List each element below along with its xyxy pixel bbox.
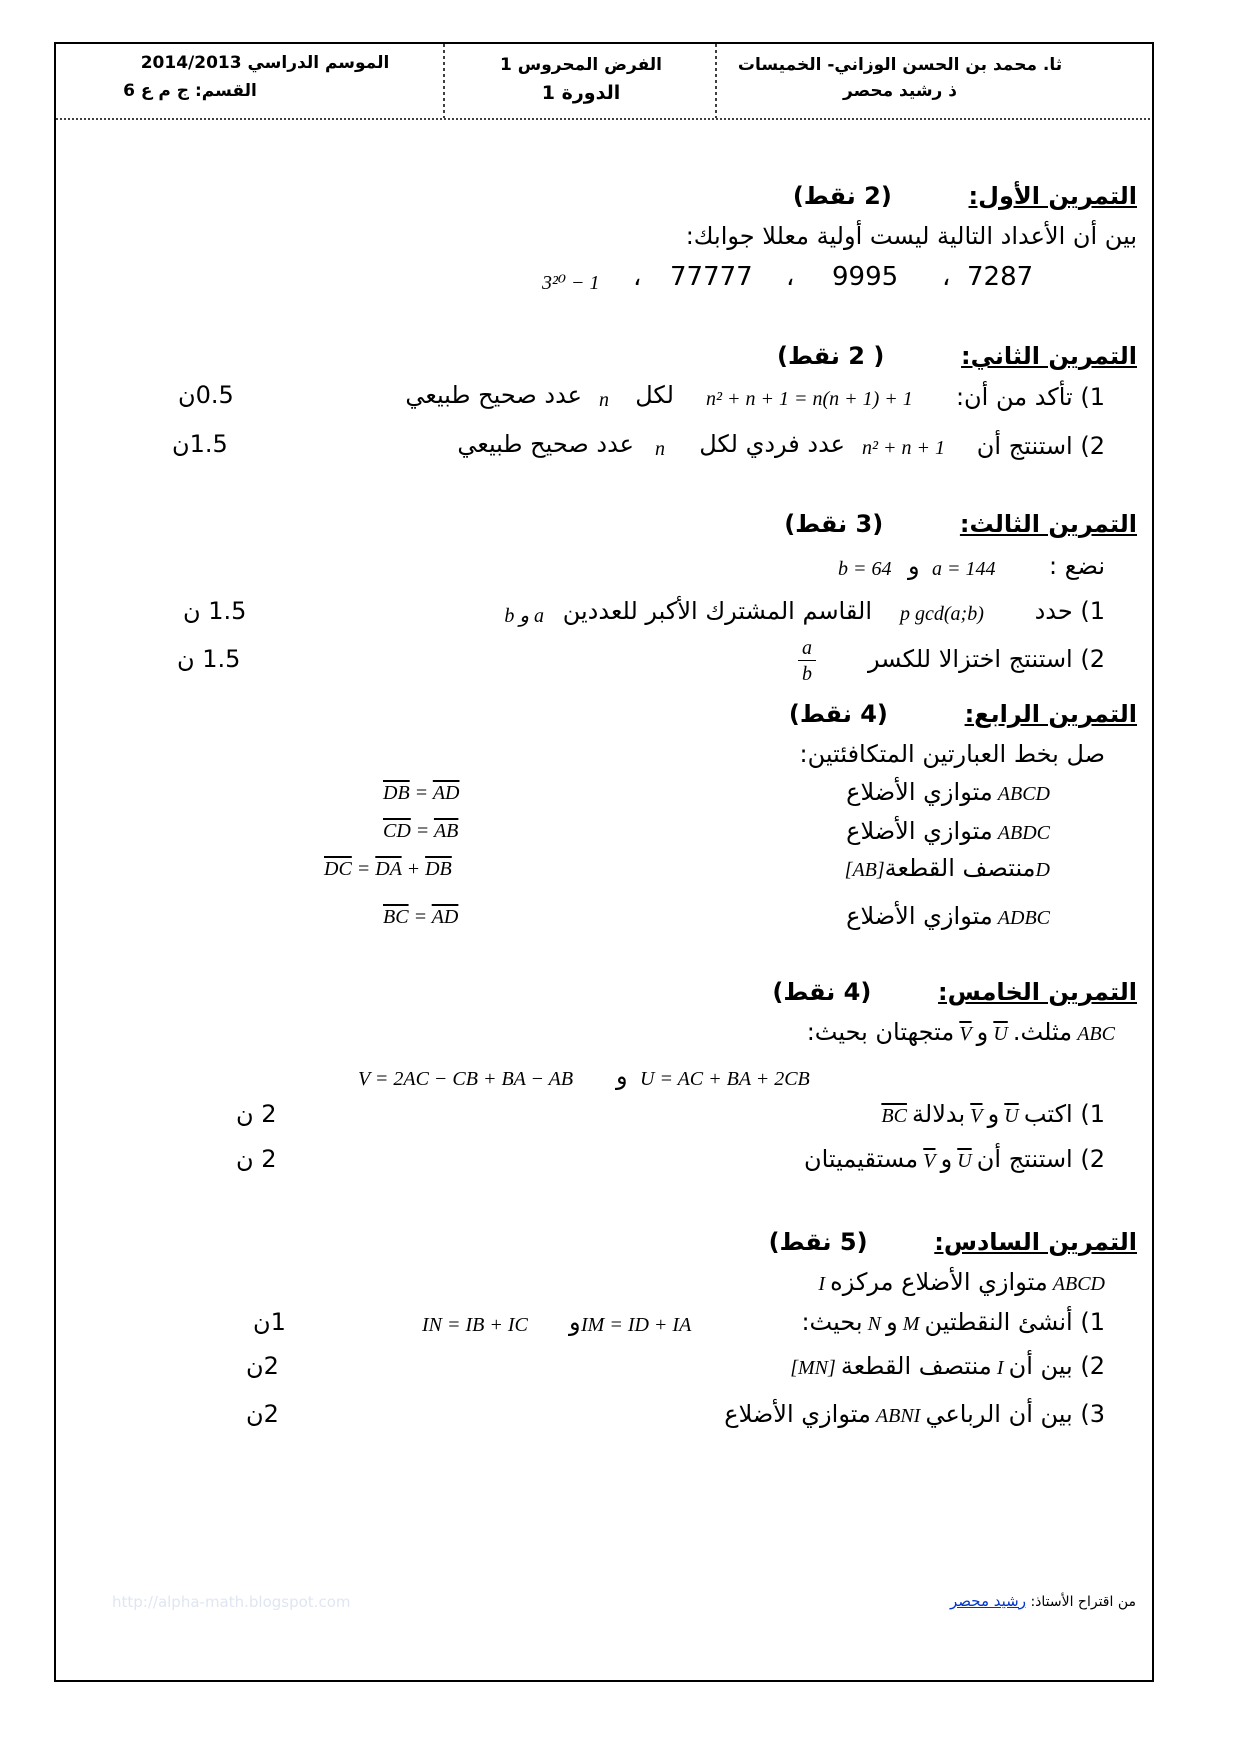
vector-v: V <box>923 1150 936 1172</box>
ex5-def-v: V = 2AC − CB + BA − AB <box>358 1068 574 1090</box>
vector-v: V <box>970 1105 983 1127</box>
number-77777: 77777 <box>670 262 753 292</box>
ex6-statement-text: متوازي الأضلاع مركزه <box>830 1268 1048 1296</box>
ex4-left-4 <box>846 902 1050 930</box>
exercise-4-title: التمرين الرابع: <box>964 700 1137 728</box>
vector-u: U <box>1004 1105 1019 1127</box>
ex3-q1-text: القاسم المشترك الأكبر للعددين <box>562 597 872 625</box>
ex5-q2-collinear: مستقيميتان <box>803 1145 919 1173</box>
ex5-q2 <box>804 1145 1105 1173</box>
vector-u: U <box>957 1150 972 1172</box>
triangle-name: ABC <box>1077 1023 1115 1045</box>
ex3-q1-gcd: p gcd(a;b) <box>900 603 984 625</box>
ex2-q1-label: 1) تأكد من أن: <box>955 383 1105 411</box>
ex2-q2-var: n <box>655 438 665 460</box>
ex3-given-b: b = 64 <box>838 558 892 580</box>
author-link[interactable]: رشيد محصر <box>950 1592 1026 1610</box>
ex2-q1-points: 0.5ن <box>178 381 234 409</box>
ex3-q2-points: 1.5 ن <box>177 645 241 673</box>
separator: ، <box>633 262 642 292</box>
ex3-q1-vars: a و b <box>504 605 544 627</box>
ex5-q1 <box>881 1100 1105 1128</box>
number-7287: 7287 <box>967 262 1034 292</box>
ex2-q2-math: n² + n + 1 <box>862 437 945 459</box>
segment: [AB] <box>844 859 885 881</box>
exercise-2-heading <box>777 342 1137 370</box>
ex5-q1-in-terms: بدلالة <box>912 1100 966 1128</box>
point-name: D <box>1035 859 1050 881</box>
ex4-left-2-text: متوازي الأضلاع <box>846 817 993 845</box>
vector: $\overline{DB}$ <box>425 858 452 880</box>
vector: $\overline{CD}$ <box>383 820 411 842</box>
ex4-left-3 <box>845 854 1050 882</box>
vector-v: V <box>959 1023 972 1045</box>
ex4-left-3-text: منتصف القطعة <box>884 854 1036 882</box>
ex6-statement <box>818 1268 1105 1296</box>
vector: $\overline{AD}$ <box>432 782 460 804</box>
ex6-q2-points: 2ن <box>246 1352 279 1380</box>
ex5-statement-text-2: متجهتان بحيث: <box>806 1018 955 1046</box>
ex2-q1-var: n <box>599 389 609 411</box>
ex5-and: و <box>987 1100 1000 1128</box>
exercise-5-heading <box>772 978 1137 1006</box>
ex2-q2-points: 1.5ن <box>172 430 228 458</box>
ex6-such-that: بحيث: <box>801 1308 863 1336</box>
ex5-q1-label: 1) اكتب <box>1023 1100 1105 1128</box>
ex5-def-u: U = AC + BA + 2CB <box>640 1068 810 1090</box>
ex6-q1 <box>801 1308 1105 1336</box>
ex5-q2-label: 2) استنتج أن <box>976 1145 1105 1173</box>
ex4-left-2 <box>846 817 1050 845</box>
quad-name: ABNI <box>875 1405 921 1427</box>
exercise-2-points: ( 2 نقط) <box>776 342 885 370</box>
ex2-q1-natural: عدد صحيح طبيعي <box>405 381 582 409</box>
ex6-q1-math-and: و <box>569 1308 581 1336</box>
ex5-def-and: و <box>616 1062 628 1090</box>
exercise-6-title: التمرين السادس: <box>934 1228 1137 1256</box>
ex6-q1-math-n: IN = IB + IC <box>422 1314 528 1336</box>
ex4-right-1: $\overline{DB} = \overline{AD}$ <box>383 782 460 804</box>
fraction-denominator: b <box>802 663 812 685</box>
exercise-1-statement: بين أن الأعداد التالية ليست أولية معللا جوابك: <box>685 222 1137 250</box>
ex3-given-and: و <box>908 552 920 580</box>
blog-url[interactable]: http://alpha-math.blogspot.com <box>112 1593 351 1611</box>
exercise-1-heading <box>793 182 1137 210</box>
test-title: الفرض المحروس 1 <box>499 55 663 75</box>
exercise-4-points: (4 نقط) <box>788 700 888 728</box>
exercise-6-heading <box>769 1228 1137 1256</box>
quad-name: ABDC <box>997 822 1050 844</box>
ex4-left-4-text: متوازي الأضلاع <box>846 902 993 930</box>
quad-name: ABCD <box>1052 1273 1105 1295</box>
ex6-q3 <box>724 1400 1105 1428</box>
exercise-3-heading <box>784 510 1137 538</box>
ex6-q1-points: 1ن <box>253 1308 286 1336</box>
school-name: ثا. محمد بن الحسن الوزاني- الخميسات <box>737 55 1063 75</box>
ex3-q1-label: 1) حدد <box>1034 597 1105 625</box>
fraction-numerator: a <box>798 636 816 661</box>
ex6-q3-label: 3) بين أن الرباعي <box>925 1400 1105 1428</box>
exercise-3-title: التمرين الثالث: <box>959 510 1137 538</box>
exercise-3-points: (3 نقط) <box>784 510 884 538</box>
vector: $\overline{DA}$ <box>375 858 402 880</box>
vector-u: U <box>993 1023 1008 1045</box>
class-label: القسم: ج م ع 6 <box>123 81 257 101</box>
separator: ، <box>786 262 795 292</box>
ex5-q2-points: 2 ن <box>236 1145 277 1173</box>
vector: $\overline{DC}$ <box>324 858 352 880</box>
number-9995: 9995 <box>832 262 899 292</box>
footer-credit <box>950 1592 1136 1610</box>
ex2-q1-math: n² + n + 1 = n(n + 1) + 1 <box>706 388 913 410</box>
school-year: الموسم الدراسي 2014/2013 <box>140 53 390 73</box>
exercise-1-points: (2 نقط) <box>792 182 892 210</box>
center-point: I <box>818 1273 826 1295</box>
exercise-5-title: التمرين الخامس: <box>938 978 1137 1006</box>
ex6-q2 <box>790 1352 1105 1380</box>
ex2-q2-natural: عدد صحيح طبيعي <box>457 430 634 458</box>
ex3-q2-label: 2) استنتج اختزالا للكسر <box>867 645 1105 673</box>
vector-bc: BC <box>881 1105 907 1127</box>
vector: $\overline{AD}$ <box>431 906 459 928</box>
ex5-and: و <box>976 1018 989 1046</box>
quad-name: ABCD <box>997 783 1050 805</box>
exercise-5-points: (4 نقط) <box>772 978 872 1006</box>
footer-proposal: من اقتراح الأستاذ: <box>1030 1594 1136 1610</box>
center-point: I <box>996 1357 1004 1379</box>
separator: ، <box>942 262 951 292</box>
ex6-q3-points: 2ن <box>246 1400 279 1428</box>
ex3-q1-points: 1.5 ن <box>183 597 247 625</box>
ex3-fraction <box>798 636 816 687</box>
ex2-q2-odd: عدد فردي لكل <box>699 430 845 458</box>
ex2-q2-label: 2) استنتج أن <box>976 432 1105 460</box>
ex4-right-2: $\overline{CD} = \overline{AB}$ <box>383 820 459 842</box>
ex4-left-1-text: متوازي الأضلاع <box>846 778 993 806</box>
session-label: الدورة 1 <box>541 82 621 104</box>
ex4-statement: صل بخط العبارتين المتكافئتين: <box>799 740 1105 768</box>
segment-mn: [MN] <box>790 1357 836 1379</box>
ex3-given-label: نضع : <box>1049 552 1105 580</box>
quad-name: ADBC <box>997 907 1050 929</box>
vector: $\overline{DB}$ <box>383 782 410 804</box>
ex2-q1-for-each: لكل <box>635 381 674 409</box>
ex6-and: و <box>886 1308 898 1336</box>
ex5-statement <box>807 1018 1115 1046</box>
number-power: 3²⁰ − 1 <box>542 272 600 294</box>
ex4-left-1 <box>846 778 1050 806</box>
ex6-q1-label: 1) أنشئ النقطتين <box>924 1308 1105 1336</box>
point-n: N <box>867 1313 881 1335</box>
exercise-2-title: التمرين الثاني: <box>961 342 1137 370</box>
exercise-6-points: (5 نقط) <box>768 1228 868 1256</box>
ex5-q1-points: 2 ن <box>236 1100 277 1128</box>
vector: $\overline{AB}$ <box>433 820 459 842</box>
ex4-right-4: $\overline{BC} = \overline{AD}$ <box>383 906 459 928</box>
ex6-q2-label: 2) بين أن <box>1008 1352 1105 1380</box>
ex4-right-3: $\overline{DC} = \overline{DA} + \overline{DB}$ <box>324 858 452 880</box>
exercise-4-heading <box>789 700 1137 728</box>
ex6-q1-math-m: IM = ID + IA <box>581 1314 692 1336</box>
vector: $\overline{BC}$ <box>383 906 409 928</box>
exercise-1-title: التمرين الأول: <box>968 182 1137 210</box>
ex3-given-a: a = 144 <box>932 558 996 580</box>
ex5-statement-text: مثلث. <box>1012 1018 1073 1046</box>
point-m: M <box>902 1313 920 1335</box>
ex6-q2-midpoint: منتصف القطعة <box>840 1352 992 1380</box>
ex5-and: و <box>940 1145 953 1173</box>
ex6-q3-parallelogram: متوازي الأضلاع <box>724 1400 871 1428</box>
teacher-name: ذ رشيد محصر <box>843 81 957 101</box>
